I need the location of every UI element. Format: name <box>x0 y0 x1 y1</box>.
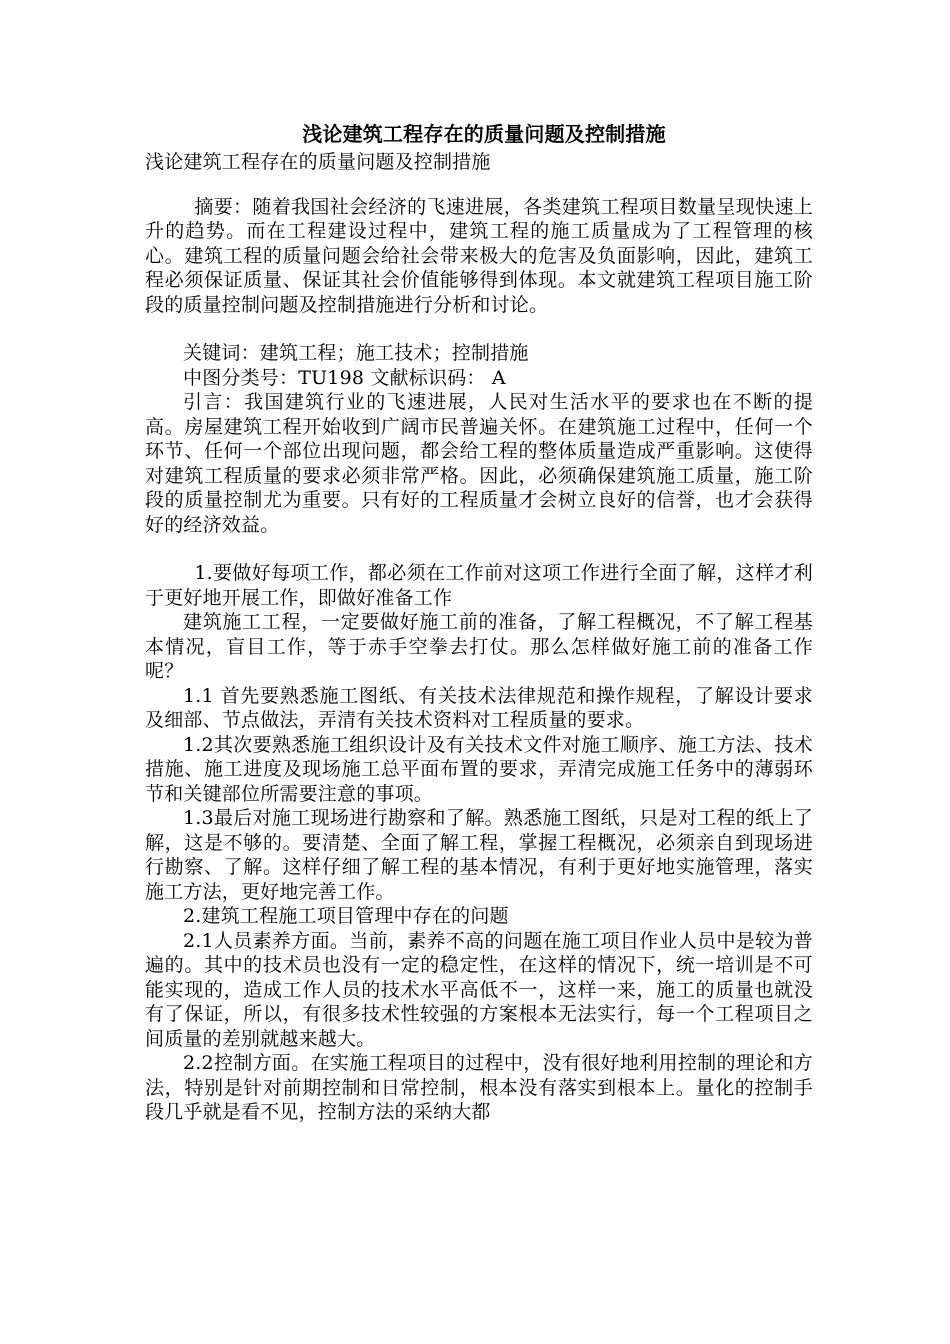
body-paragraph: 建筑施工工程，一定要做好施工前的准备，了解工程概况，不了解工程基本情况，盲目工作，等于赤手空拳去打仗。那么怎样做好施工前的准备工作呢？ <box>145 611 813 682</box>
document-title: 浅论建筑工程存在的质量问题及控制措施 <box>302 122 666 146</box>
document-subtitle: 浅论建筑工程存在的质量问题及控制措施 <box>145 151 491 173</box>
section-heading-2: 2.建筑工程施工项目管理中存在的问题 <box>183 905 509 927</box>
subsection-2-1: 2.1人员素养方面。当前，素养不高的问题在施工项目作业人员中是较为普遍的。其中的技术员也没有一定的稳定性，在这样的情况下，统一培训是不可能实现的，造成工作人员的技术水平高低不一，这样一来，施工的质量也就没有了保证，所以，有很多技术性较强的方案根本无法实行，每一个工程项目之间质量的差别就越来越大。 <box>145 929 813 1050</box>
subsection-1-2: 1.2其次要熟悉施工组织设计及有关技术文件对施工顺序、施工方法、技术措施、施工进度及现场施工总平面布置的要求，弄清完成施工任务中的薄弱环节和关键部位所需要注意的事项。 <box>145 733 813 805</box>
subsection-1-3: 1.3最后对施工现场进行勘察和了解。熟悉施工图纸，只是对工程的纸上了解，这是不够的。要清楚、全面了解工程，掌握工程概况，必须亲自到现场进行勘察、了解。这样仔细了解工程的基本情况，有利于更好地实施管理，落实施工方法，更好地完善工作。 <box>145 807 813 903</box>
keywords-line: 关键词：建筑工程；施工技术；控制措施 <box>183 342 529 364</box>
document-body <box>145 120 813 1125</box>
subsection-1-1: 1.1 首先要熟悉施工图纸、有关技术法律规范和操作规程，了解设计要求及细部、节点做法，弄清有关技术资料对工程质量的要求。 <box>145 684 813 731</box>
section-heading-1: 1.要做好每项工作，都必须在工作前对这项工作进行全面了解，这样才利于更好地开展工作，即做好准备工作 <box>145 562 813 609</box>
abstract-paragraph: 摘要：随着我国社会经济的飞速进展，各类建筑工程项目数量呈现快速上升的趋势。而在工程建设过程中，建筑工程的施工质量成为了工程管理的核心。建筑工程的质量问题会给社会带来极大的危害及负面影响，因此，建筑工程必须保证质量、保证其社会价值能够得到体现。本文就建筑工程项目施工阶段的质量控制问题及控制措施进行分析和讨论。 <box>145 195 813 316</box>
subsection-2-2: 2.2控制方面。在实施工程项目的过程中，没有很好地利用控制的理论和方法，特别是针对前期控制和日常控制，根本没有落实到根本上。量化的控制手段几乎就是看不见，控制方法的采纳大都 <box>145 1052 813 1123</box>
classification-line: 中图分类号：TU198 文献标识码： A <box>183 366 506 389</box>
introduction-paragraph: 引言：我国建筑行业的飞速进展，人民对生活水平的要求也在不断的提高。房屋建筑工程开始收到广阔市民普遍关怀。在建筑施工过程中，任何一个环节、任何一个部位出现问题，都会给工程的整体质量造成严重影响。这使得对建筑工程质量的要求必须非常严格。因此，必须确保建筑施工质量，施工阶段的质量控制尤为重要。只有好的工程质量才会树立良好的信誉，也才会获得好的经济效益。 <box>145 391 813 536</box>
